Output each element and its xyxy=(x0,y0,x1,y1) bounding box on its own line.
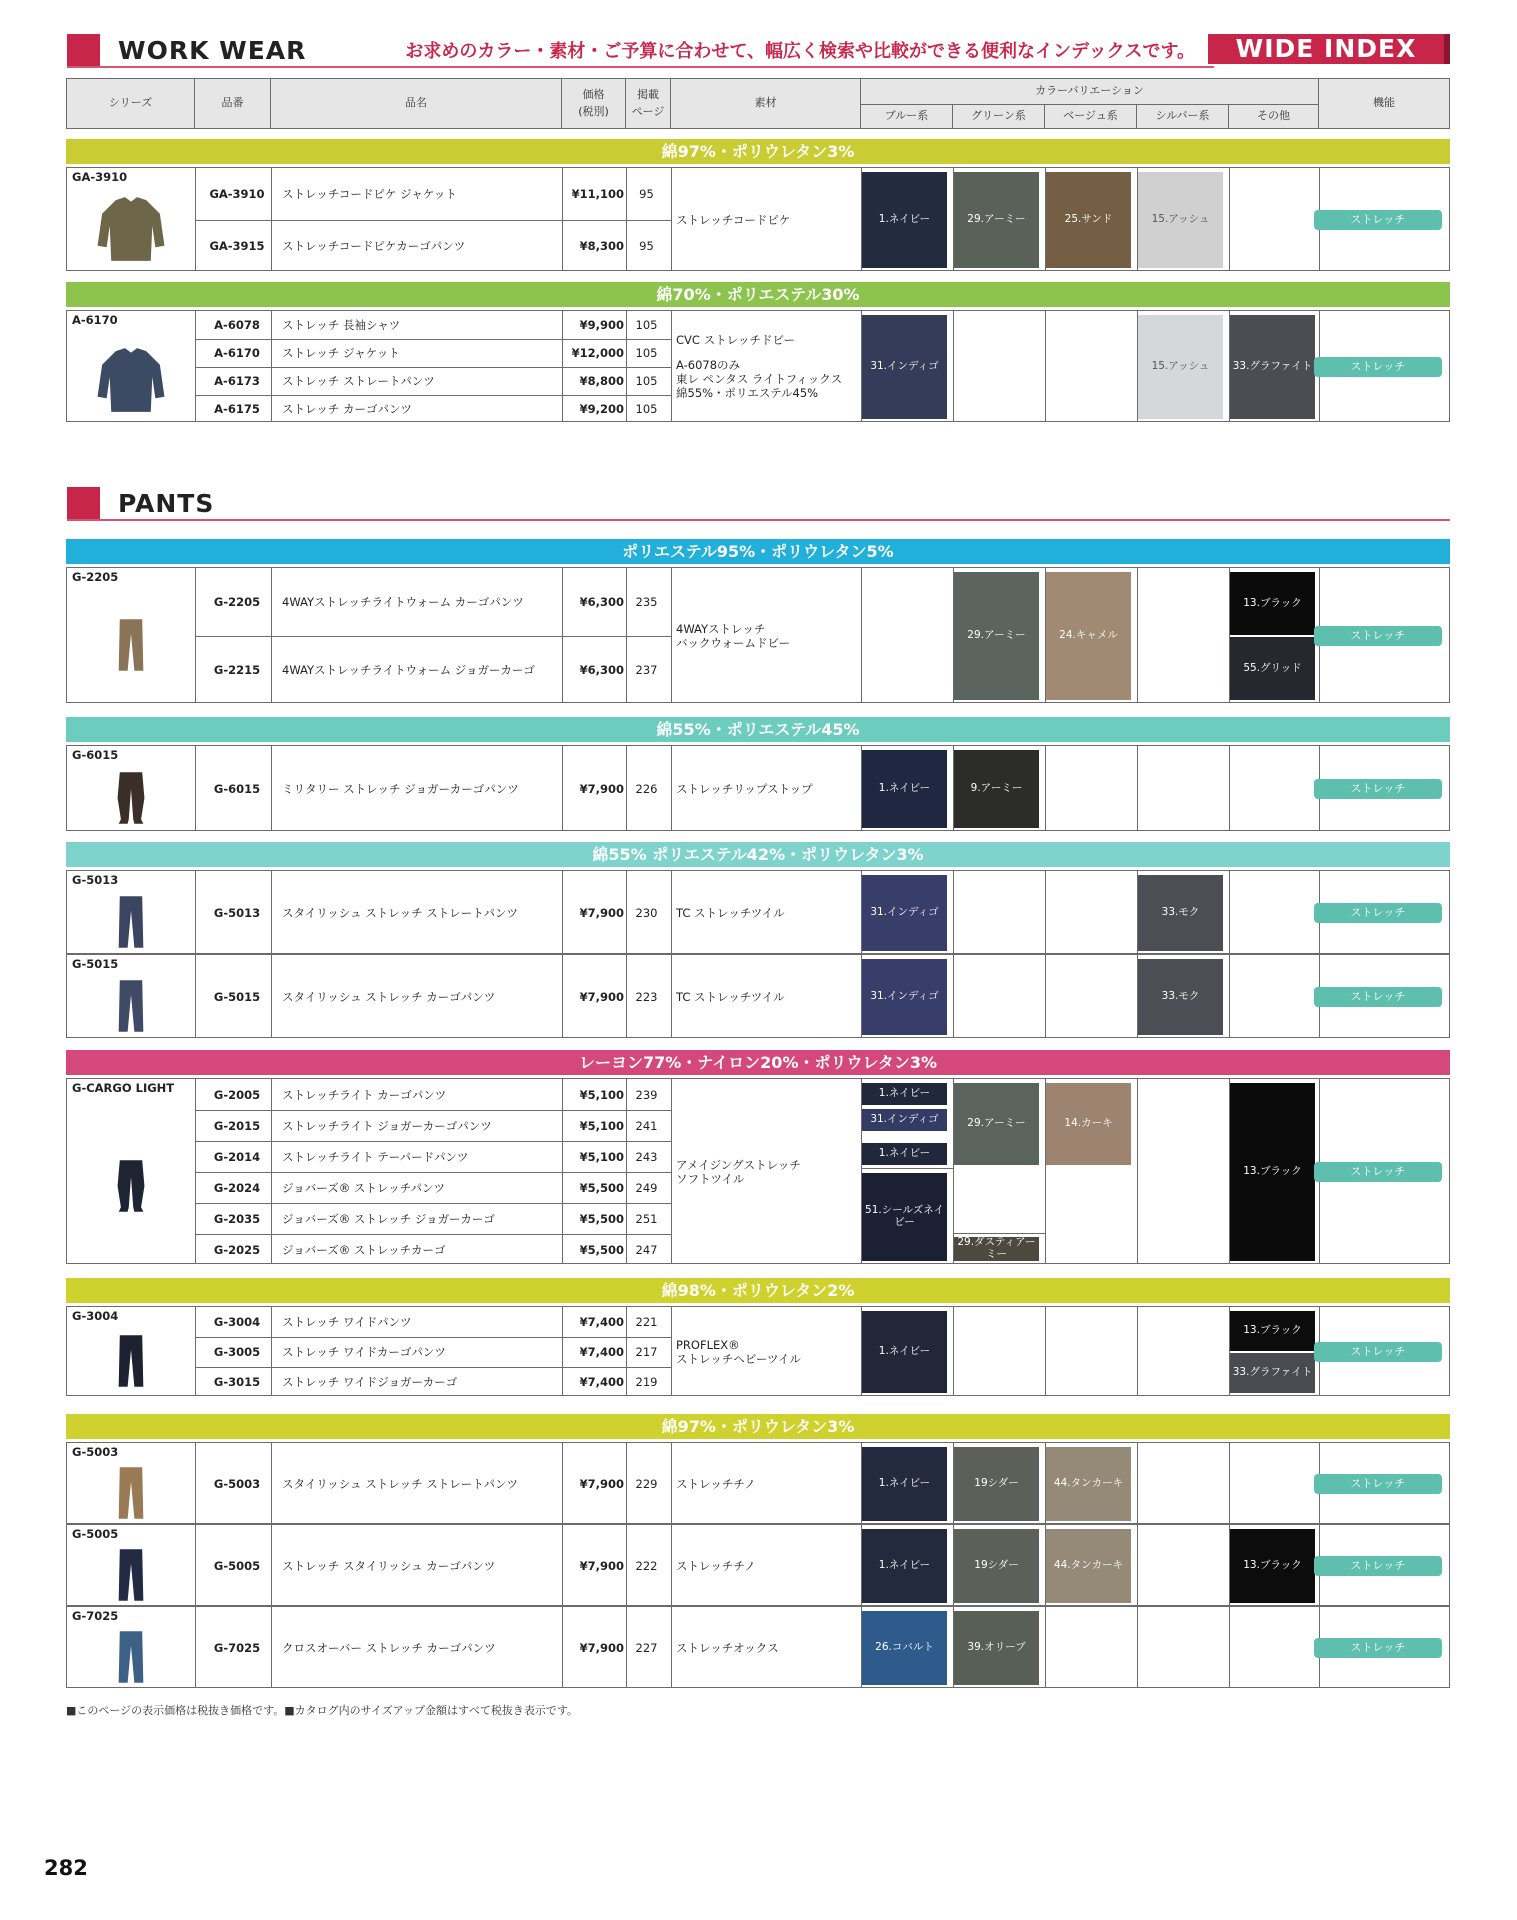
color-swatch: 29.アーミー xyxy=(954,572,1039,700)
product-name: ミリタリー ストレッチ ジョガーカーゴパンツ xyxy=(282,782,519,796)
pants-photo xyxy=(103,893,159,955)
product-code: G-5003 xyxy=(213,1477,261,1491)
product-page: 235 xyxy=(635,595,658,609)
material-line: ストレッチヘビーツイル xyxy=(676,1352,801,1366)
product-name: ストレッチ ジャケット xyxy=(282,346,400,360)
col-series: シリーズ xyxy=(66,78,195,129)
product-page: 237 xyxy=(635,663,658,677)
header-rule xyxy=(67,66,1214,68)
series-name: G-CARGO LIGHT xyxy=(72,1081,175,1095)
product-price: ¥5,500 xyxy=(579,1180,624,1195)
product-page: 239 xyxy=(635,1087,658,1102)
grid-line xyxy=(195,568,196,702)
function-badge-stretch: ストレッチ xyxy=(1314,1162,1442,1182)
product-code: G-2005 xyxy=(213,1087,261,1102)
product-code: G-5005 xyxy=(213,1559,261,1573)
product-name: 4WAYストレッチライトウォーム カーゴパンツ xyxy=(282,595,524,609)
col-page xyxy=(625,78,671,129)
color-swatch: 31.インディゴ xyxy=(862,875,947,951)
page-number: 282 xyxy=(44,1856,88,1880)
product-price: ¥5,500 xyxy=(579,1242,624,1257)
material-band: レーヨン77%・ナイロン20%・ポリウレタン3% xyxy=(66,1050,1450,1075)
grid-line xyxy=(1137,1607,1138,1687)
series-table xyxy=(66,1306,1450,1396)
color-swatch: 33.モク xyxy=(1138,959,1223,1035)
function-badge-stretch: ストレッチ xyxy=(1314,357,1442,377)
col-material: 素材 xyxy=(670,78,861,129)
function-badge-stretch: ストレッチ xyxy=(1314,626,1442,646)
color-swatch: 44.タンカーキ xyxy=(1046,1529,1131,1603)
grid-line xyxy=(195,1307,196,1395)
color-swatch: 31.インディゴ xyxy=(862,1109,947,1131)
material-band: 綿70%・ポリエステル30% xyxy=(66,282,1450,307)
color-swatch: 14.カーキ xyxy=(1046,1083,1131,1165)
series-name: G-5015 xyxy=(72,957,119,971)
function-badge-stretch: ストレッチ xyxy=(1314,779,1442,799)
function-badge-stretch: ストレッチ xyxy=(1314,1556,1442,1576)
grid-line xyxy=(1045,871,1046,953)
product-name: スタイリッシュ ストレッチ ストレートパンツ xyxy=(282,906,519,920)
material-text xyxy=(676,955,856,1039)
material-line: ストレッチリップストップ xyxy=(676,781,813,796)
material-line: ストレッチオックス xyxy=(676,1640,779,1655)
grid-line xyxy=(671,746,672,830)
series-table xyxy=(66,567,1450,703)
column-header xyxy=(66,78,1450,129)
grid-line xyxy=(861,568,862,702)
product-name: ジョバーズ® ストレッチ ジョガーカーゴ xyxy=(282,1211,495,1226)
material-text xyxy=(676,311,856,423)
product-name: ストレッチライト カーゴパンツ xyxy=(282,1087,447,1102)
material-line: 東レ ペンタス ライトフィックス xyxy=(676,372,843,386)
col-price xyxy=(561,78,626,129)
grid-line xyxy=(1137,1079,1138,1263)
pants-photo xyxy=(103,590,159,704)
product-page: 251 xyxy=(635,1211,658,1226)
product-code: G-3005 xyxy=(213,1345,261,1359)
material-line: ストレッチコードピケ xyxy=(676,212,791,227)
series-table xyxy=(66,745,1450,831)
series-table xyxy=(66,1078,1450,1264)
color-swatch: 33.グラファイト xyxy=(1230,1353,1315,1393)
series-table xyxy=(66,870,1450,954)
color-swatch: 19シダー xyxy=(954,1529,1039,1603)
color-swatch: 1.ネイビー xyxy=(862,1143,947,1165)
product-code: A-6173 xyxy=(214,374,260,388)
col-function: 機能 xyxy=(1318,78,1450,129)
material-line: バックウォームドビー xyxy=(676,636,791,650)
grid-line xyxy=(1229,1443,1230,1523)
grid-line xyxy=(1045,311,1046,421)
product-name: ストレッチライト ジョガーカーゴパンツ xyxy=(282,1118,492,1133)
color-swatch: 25.サンド xyxy=(1046,172,1131,268)
product-page: 105 xyxy=(635,318,658,332)
jacket-photo xyxy=(93,190,169,272)
material-band: 綿98%・ポリウレタン2% xyxy=(66,1278,1450,1303)
color-swatch: 29.アーミー xyxy=(954,1083,1039,1165)
material-text xyxy=(676,1079,856,1265)
series-name: G-7025 xyxy=(72,1609,119,1623)
grid-line xyxy=(195,955,196,1037)
series-table xyxy=(66,1442,1450,1524)
product-price: ¥7,900 xyxy=(579,906,624,920)
grid-line xyxy=(671,1443,672,1523)
grid-line xyxy=(671,1525,672,1605)
material-band: 綿55%・ポリエステル45% xyxy=(66,717,1450,742)
material-text xyxy=(676,168,856,272)
material-line: 綿55%・ポリエステル45% xyxy=(676,386,819,401)
material-text xyxy=(676,871,856,955)
col-green: グリーン系 xyxy=(952,104,1045,129)
product-code: G-2015 xyxy=(213,1118,261,1133)
workwear-header xyxy=(67,34,1450,68)
color-swatch: 26.コバルト xyxy=(862,1611,947,1685)
grid-line xyxy=(195,311,196,421)
product-price: ¥7,400 xyxy=(579,1375,624,1389)
grid-line xyxy=(195,871,196,953)
series-name: G-5013 xyxy=(72,873,119,887)
product-code: A-6175 xyxy=(214,402,260,416)
grid-line xyxy=(671,168,672,270)
product-page: 241 xyxy=(635,1118,658,1133)
product-code: G-2024 xyxy=(213,1180,261,1195)
material-line: アメイジングストレッチ xyxy=(676,1157,801,1172)
grid-line xyxy=(1229,168,1230,270)
series-table xyxy=(66,954,1450,1038)
product-name: ストレッチ 長袖シャツ xyxy=(282,318,401,332)
color-swatch: 1.ネイビー xyxy=(862,1447,947,1521)
product-code: G-2035 xyxy=(213,1211,261,1226)
function-badge-stretch: ストレッチ xyxy=(1314,210,1442,230)
product-price: ¥7,400 xyxy=(579,1345,624,1359)
pants-header xyxy=(67,487,1450,521)
col-price-label: 価格 xyxy=(582,88,605,101)
product-name: ストレッチコードピケ ジャケット xyxy=(282,187,457,201)
grid-line xyxy=(1045,1307,1046,1395)
product-name: ストレッチ スタイリッシュ カーゴパンツ xyxy=(282,1559,496,1573)
col-page-label1: 掲載 xyxy=(637,88,659,101)
product-name: ストレッチ ストレートパンツ xyxy=(282,374,435,388)
series-name: G-5003 xyxy=(72,1445,119,1459)
product-page: 105 xyxy=(635,402,658,416)
product-code: G-2215 xyxy=(213,663,261,677)
footer-note: ■このページの表示価格は税抜き価格です。■カタログ内のサイズアップ金額はすべて税抜き表示です。 xyxy=(66,1704,578,1717)
product-page: 105 xyxy=(635,374,658,388)
product-code: A-6170 xyxy=(214,346,260,360)
pants-title: PANTS xyxy=(118,489,215,518)
color-swatch: 55.グリッド xyxy=(1230,637,1315,700)
grid-line xyxy=(953,311,954,421)
pants-photo xyxy=(103,1465,159,1525)
product-price: ¥5,100 xyxy=(579,1149,624,1164)
color-swatch: 51.シールズネイビー xyxy=(862,1173,947,1261)
product-name: ストレッチライト テーパードパンツ xyxy=(282,1149,469,1164)
product-code: G-2025 xyxy=(213,1242,261,1257)
swatch-divider xyxy=(861,1168,953,1169)
pants-photo xyxy=(103,977,159,1039)
material-line: ストレッチチノ xyxy=(676,1558,756,1573)
grid-line xyxy=(195,1607,196,1687)
material-line: PROFLEX® xyxy=(676,1337,740,1352)
color-swatch: 9.アーミー xyxy=(954,750,1039,828)
series-name: G-5005 xyxy=(72,1527,119,1541)
product-price: ¥9,200 xyxy=(579,402,624,416)
material-text xyxy=(676,1307,856,1397)
color-swatch: 13.ブラック xyxy=(1230,1311,1315,1351)
page-title: WORK WEAR xyxy=(118,36,307,65)
product-page: 249 xyxy=(635,1180,658,1195)
function-badge-stretch: ストレッチ xyxy=(1314,987,1442,1007)
product-price: ¥7,900 xyxy=(579,1559,624,1573)
product-page: 243 xyxy=(635,1149,658,1164)
grid-line xyxy=(195,1443,196,1523)
material-line: A-6078のみ xyxy=(676,357,741,372)
material-text xyxy=(676,568,856,704)
header-tagline: お求めのカラー・素材・ご予算に合わせて、幅広く検索や比較ができる便利なインデックスです。 xyxy=(405,41,1195,62)
series-table xyxy=(66,1524,1450,1606)
product-price: ¥6,300 xyxy=(579,595,624,609)
product-page: 247 xyxy=(635,1242,658,1257)
product-code: G-2014 xyxy=(213,1149,261,1164)
grid-line xyxy=(671,311,672,421)
product-price: ¥8,300 xyxy=(579,239,624,253)
grid-line xyxy=(953,1307,954,1395)
color-swatch: 31.インディゴ xyxy=(862,315,947,419)
grid-line xyxy=(953,955,954,1037)
function-badge-stretch: ストレッチ xyxy=(1314,903,1442,923)
grid-line xyxy=(1229,746,1230,830)
series-table xyxy=(66,310,1450,422)
product-price: ¥7,900 xyxy=(579,1641,624,1655)
col-code: 品番 xyxy=(194,78,271,129)
product-page: 226 xyxy=(635,782,658,796)
product-page: 219 xyxy=(635,1375,658,1389)
grid-line xyxy=(671,1307,672,1395)
series-name: GA-3910 xyxy=(72,170,128,184)
grid-line xyxy=(1137,568,1138,702)
color-swatch: 29.アーミー xyxy=(954,172,1039,268)
col-price-tax: (税別) xyxy=(578,104,609,118)
grid-line xyxy=(195,1525,196,1605)
product-page: 223 xyxy=(635,990,658,1004)
product-code: G-5013 xyxy=(213,906,261,920)
series-name: G-3004 xyxy=(72,1309,119,1323)
swatch-divider xyxy=(953,1233,1045,1234)
material-band: 綿97%・ポリウレタン3% xyxy=(66,139,1450,164)
grid-line xyxy=(1045,1607,1046,1687)
product-page: 222 xyxy=(635,1559,658,1573)
col-other: その他 xyxy=(1228,104,1319,129)
color-swatch: 13.ブラック xyxy=(1230,1083,1315,1261)
grid-line xyxy=(1045,746,1046,830)
product-name: スタイリッシュ ストレッチ カーゴパンツ xyxy=(282,990,496,1004)
product-price: ¥5,100 xyxy=(579,1087,624,1102)
product-name: ストレッチ ワイドカーゴパンツ xyxy=(282,1345,446,1359)
product-price: ¥5,100 xyxy=(579,1118,624,1133)
product-name: ジョバーズ® ストレッチカーゴ xyxy=(282,1242,446,1257)
product-price: ¥7,400 xyxy=(579,1315,624,1329)
col-silver: シルバー系 xyxy=(1136,104,1229,129)
product-price: ¥12,000 xyxy=(571,346,624,360)
grid-line xyxy=(671,871,672,953)
wide-index-badge: WIDE INDEX xyxy=(1208,34,1450,64)
material-line: TC ストレッチツイル xyxy=(676,989,785,1004)
series-table xyxy=(66,167,1450,271)
product-code: G-6015 xyxy=(213,782,261,796)
col-blue: ブルー系 xyxy=(860,104,953,129)
product-code: G-7025 xyxy=(213,1641,261,1655)
pants-header-rule xyxy=(67,519,1450,521)
grid-line xyxy=(1229,1607,1230,1687)
grid-line xyxy=(671,955,672,1037)
material-text xyxy=(676,1443,856,1525)
grid-line xyxy=(1137,1443,1138,1523)
product-price: ¥6,300 xyxy=(579,663,624,677)
header-mark xyxy=(67,34,100,66)
product-price: ¥7,900 xyxy=(579,782,624,796)
material-line: ソフトツイル xyxy=(676,1172,745,1186)
pants-photo xyxy=(103,1629,159,1689)
product-price: ¥9,900 xyxy=(579,318,624,332)
grid-line xyxy=(671,1607,672,1687)
product-code: G-3004 xyxy=(213,1315,261,1329)
series-name: G-6015 xyxy=(72,748,119,762)
product-code: G-3015 xyxy=(213,1375,261,1389)
grid-line xyxy=(195,1079,196,1263)
material-line: 4WAYストレッチ xyxy=(676,621,766,636)
color-swatch: 44.タンカーキ xyxy=(1046,1447,1131,1521)
color-swatch: 1.ネイビー xyxy=(862,1083,947,1105)
product-name: スタイリッシュ ストレッチ ストレートパンツ xyxy=(282,1477,519,1491)
col-colors: カラーバリエーション xyxy=(860,78,1319,105)
material-band: 綿97%・ポリウレタン3% xyxy=(66,1414,1450,1439)
color-swatch: 29.ダスティアーミー xyxy=(954,1237,1039,1261)
function-badge-stretch: ストレッチ xyxy=(1314,1638,1442,1658)
color-swatch: 19シダー xyxy=(954,1447,1039,1521)
grid-line xyxy=(1045,955,1046,1037)
product-price: ¥5,500 xyxy=(579,1211,624,1226)
product-page: 229 xyxy=(635,1477,658,1491)
color-swatch: 33.グラファイト xyxy=(1230,315,1315,419)
product-code: G-2205 xyxy=(213,595,261,609)
product-name: ジョバーズ® ストレッチパンツ xyxy=(282,1180,446,1195)
grid-line xyxy=(953,871,954,953)
grid-line xyxy=(1137,1525,1138,1605)
series-table xyxy=(66,1606,1450,1688)
pants-photo xyxy=(103,1329,159,1397)
pants-photo xyxy=(103,1111,159,1265)
product-page: 105 xyxy=(635,346,658,360)
color-swatch: 31.インディゴ xyxy=(862,959,947,1035)
material-line: TC ストレッチツイル xyxy=(676,905,785,920)
series-name: A-6170 xyxy=(72,313,118,327)
grid-line xyxy=(671,1079,672,1263)
product-page: 95 xyxy=(639,187,654,201)
color-swatch: 13.ブラック xyxy=(1230,572,1315,635)
product-price: ¥7,900 xyxy=(579,1477,624,1491)
color-swatch: 13.ブラック xyxy=(1230,1529,1315,1603)
color-swatch: 15.アッシュ xyxy=(1138,315,1223,419)
function-badge-stretch: ストレッチ xyxy=(1314,1474,1442,1494)
material-text xyxy=(676,746,856,832)
material-line: CVC ストレッチドビー xyxy=(676,333,796,348)
product-code: A-6078 xyxy=(214,318,260,332)
product-name: クロスオーバー ストレッチ カーゴパンツ xyxy=(282,1641,496,1655)
product-price: ¥7,900 xyxy=(579,990,624,1004)
product-page: 221 xyxy=(635,1315,658,1329)
grid-line xyxy=(1229,871,1230,953)
col-page-label2: ページ xyxy=(631,104,665,118)
grid-line xyxy=(1137,1307,1138,1395)
product-page: 95 xyxy=(639,239,654,253)
product-price: ¥8,800 xyxy=(579,374,624,388)
material-text xyxy=(676,1607,856,1689)
material-line xyxy=(676,348,856,358)
grid-line xyxy=(1137,746,1138,830)
product-name: ストレッチ カーゴパンツ xyxy=(282,402,413,416)
grid-line xyxy=(195,746,196,830)
product-name: ストレッチ ワイドパンツ xyxy=(282,1315,412,1329)
product-code: G-5015 xyxy=(213,990,261,1004)
jacket-photo xyxy=(93,341,169,423)
product-page: 230 xyxy=(635,906,658,920)
material-band: 綿55% ポリエステル42%・ポリウレタン3% xyxy=(66,842,1450,867)
function-badge-stretch: ストレッチ xyxy=(1314,1342,1442,1362)
color-swatch: 1.ネイビー xyxy=(862,750,947,828)
product-code: GA-3910 xyxy=(209,187,265,201)
product-page: 227 xyxy=(635,1641,658,1655)
material-line: ストレッチチノ xyxy=(676,1476,756,1491)
series-name: G-2205 xyxy=(72,570,119,584)
product-price: ¥11,100 xyxy=(571,187,624,201)
color-swatch: 1.ネイビー xyxy=(862,172,947,268)
product-name: 4WAYストレッチライトウォーム ジョガーカーゴ xyxy=(282,663,535,677)
grid-line xyxy=(195,168,196,270)
product-name: ストレッチコードピケカーゴパンツ xyxy=(282,239,466,253)
color-swatch: 15.アッシュ xyxy=(1138,172,1223,268)
col-name: 品名 xyxy=(270,78,562,129)
grid-line xyxy=(671,568,672,702)
color-swatch: 39.オリーブ xyxy=(954,1611,1039,1685)
color-swatch: 1.ネイビー xyxy=(862,1311,947,1393)
product-name: ストレッチ ワイドジョガーカーゴ xyxy=(282,1375,458,1389)
pants-header-mark xyxy=(67,487,100,519)
material-text xyxy=(676,1525,856,1607)
color-swatch: 1.ネイビー xyxy=(862,1529,947,1603)
col-beige: ベージュ系 xyxy=(1044,104,1137,129)
grid-line xyxy=(1229,955,1230,1037)
pants-photo xyxy=(103,768,159,832)
product-code: GA-3915 xyxy=(209,239,265,253)
pants-photo xyxy=(103,1547,159,1607)
product-page: 217 xyxy=(635,1345,658,1359)
color-swatch: 24.キャメル xyxy=(1046,572,1131,700)
material-band: ポリエステル95%・ポリウレタン5% xyxy=(66,539,1450,564)
color-swatch: 33.モク xyxy=(1138,875,1223,951)
